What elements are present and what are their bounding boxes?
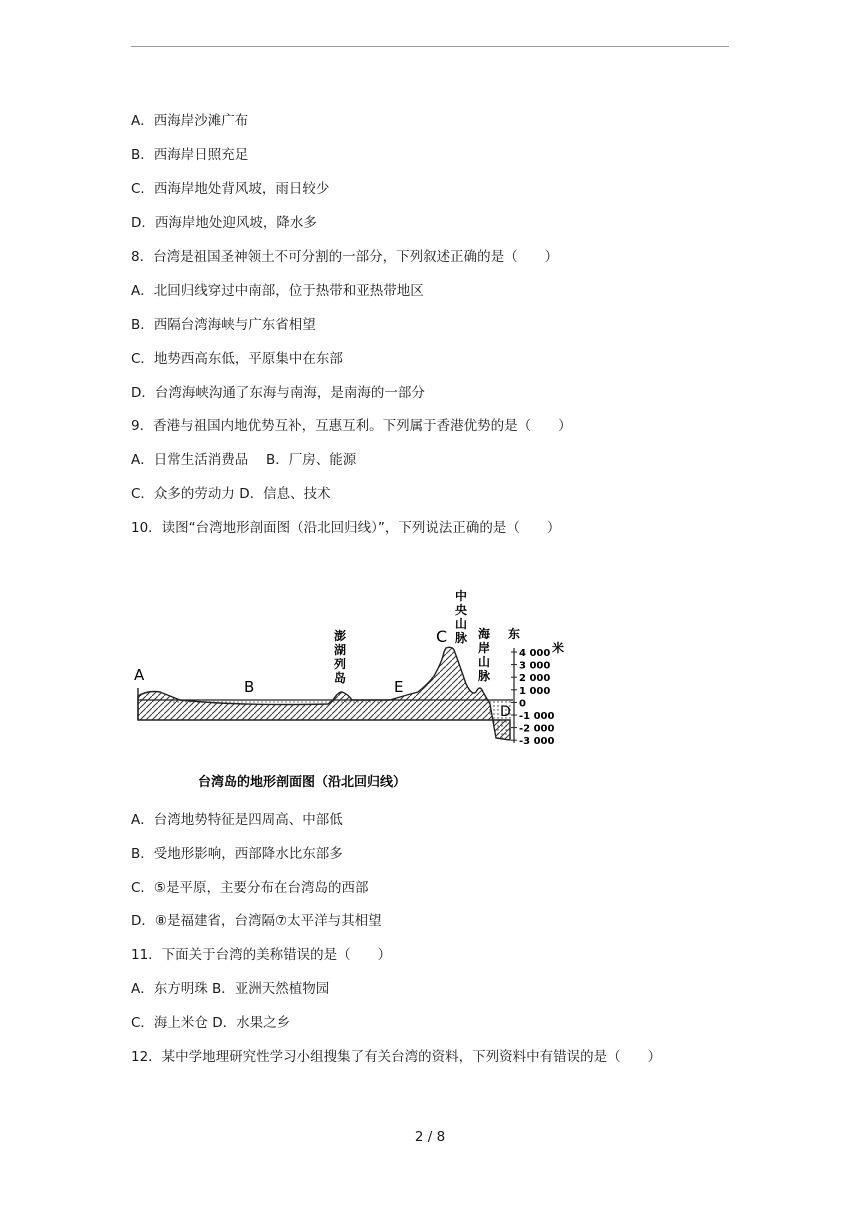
line-9: 9．香港与祖国内地优势互补，互惠互利。下列属于香港优势的是（ ） [131, 418, 572, 434]
east-label: 东 [508, 627, 521, 641]
svg-text:湖: 湖 [334, 643, 347, 657]
svg-text:岸: 岸 [478, 641, 491, 655]
line-6: B．西隔台湾海峡与广东省相望 [131, 317, 316, 333]
line-2: C．西海岸地处背风坡，雨日较少 [131, 181, 330, 197]
line-7: C．地势西高东低，平原集中在东部 [131, 351, 343, 367]
svg-text:脉: 脉 [478, 669, 491, 683]
line-14: B．受地形影响，西部降水比东部多 [131, 846, 343, 862]
line-8: D．台湾海峡沟通了东海与南海，是南海的一部分 [131, 385, 425, 401]
scale-tick-label: 0 [519, 698, 526, 710]
point-a: A [134, 666, 145, 684]
page-separator: / [427, 1129, 433, 1145]
line-0: A．西海岸沙滩广布 [131, 113, 249, 129]
page-footer [0, 1129, 860, 1145]
taiwan-profile-figure [128, 588, 588, 798]
line-13: A．台湾地势特征是四周高、中部低 [131, 812, 343, 828]
scale-tick-label: -2 000 [519, 723, 555, 735]
line-12: 10．读图“台湾地形剖面图（沿北回归线）”，下列说法正确的是（ ） [131, 520, 561, 536]
page-number: 2 [414, 1129, 424, 1145]
svg-text:澎: 澎 [334, 629, 347, 643]
svg-text:央: 央 [455, 603, 468, 617]
svg-text:海: 海 [478, 627, 491, 641]
point-b: B [244, 678, 255, 696]
page-total: 8 [436, 1129, 446, 1145]
penghu-label [334, 628, 346, 685]
svg-text:岛: 岛 [334, 671, 347, 685]
scale-tick-label: 3 000 [519, 660, 551, 672]
central-range-label [455, 588, 468, 645]
line-19: C．海上米仓 D．水果之乡 [131, 1015, 291, 1031]
line-20: 12．某中学地理研究性学习小组搜集了有关台湾的资料，下列资料中有错误的是（ ） [131, 1049, 662, 1065]
coastal-range-label [478, 626, 491, 683]
point-e: E [394, 678, 404, 696]
unit-label: 米 [552, 641, 565, 655]
svg-text:山: 山 [455, 617, 468, 631]
scale-tick-label: 1 000 [519, 685, 551, 697]
svg-text:山: 山 [478, 655, 491, 669]
line-4: 8．台湾是祖国圣神领土不可分割的一部分，下列叙述正确的是（ ） [131, 249, 559, 265]
line-11: C．众多的劳动力 D．信息、技术 [131, 486, 331, 502]
scale-tick-label: 4 000 [519, 648, 551, 659]
line-15: C．⑤是平原，主要分布在台湾岛的西部 [131, 880, 369, 896]
header-rule [131, 46, 729, 47]
scale-tick-label: -1 000 [519, 711, 555, 722]
point-c: C [436, 627, 448, 646]
line-16: D．⑧是福建省，台湾隔⑦太平洋与其相望 [131, 913, 382, 929]
line-18: A．东方明珠 B．亚洲天然植物园 [131, 981, 330, 997]
svg-text:脉: 脉 [455, 631, 468, 645]
point-d: D [500, 704, 511, 720]
line-3: D．西海岸地处迎风坡，降水多 [131, 215, 317, 231]
line-1: B．西海岸日照充足 [131, 147, 249, 163]
terrain-profile [138, 647, 510, 740]
line-10: A．日常生活消费品 B．厂房、能源 [131, 452, 357, 468]
scale-tick-label: -3 000 [519, 736, 555, 748]
line-17: 11．下面关于台湾的美称错误的是（ ） [131, 947, 392, 963]
figure-caption: 台湾岛的地形剖面图（沿北回归线） [198, 775, 407, 790]
svg-text:列: 列 [334, 657, 347, 671]
line-5: A．北回归线穿过中南部，位于热带和亚热带地区 [131, 283, 424, 299]
svg-text:中: 中 [455, 589, 468, 603]
scale-ticks [511, 648, 555, 747]
scale-tick-label: 2 000 [519, 673, 551, 685]
